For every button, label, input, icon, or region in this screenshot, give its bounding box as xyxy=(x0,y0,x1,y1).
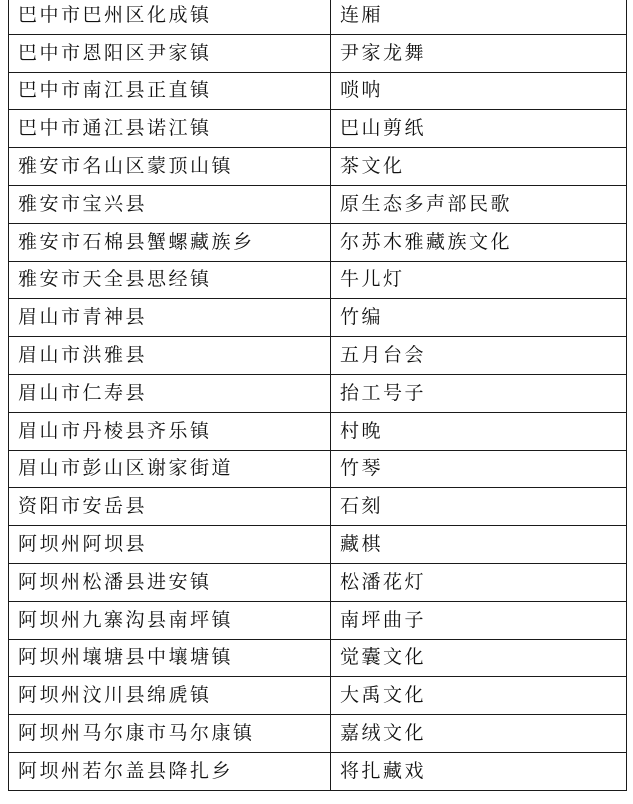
table-row xyxy=(9,563,627,601)
culture-item-cell: 将扎藏戏 xyxy=(331,752,627,790)
table-body xyxy=(9,0,627,790)
table-row xyxy=(9,488,627,526)
place-cell: 阿坝州壤塘县中壤塘镇 xyxy=(9,639,331,677)
culture-item-cell: 松潘花灯 xyxy=(331,563,627,601)
culture-item-cell: 尹家龙舞 xyxy=(331,34,627,72)
place-cell: 雅安市宝兴县 xyxy=(9,185,331,223)
table-row xyxy=(9,677,627,715)
place-cell: 雅安市天全县思经镇 xyxy=(9,261,331,299)
culture-item-cell: 唢呐 xyxy=(331,72,627,110)
table-row xyxy=(9,752,627,790)
culture-item-cell: 村晚 xyxy=(331,412,627,450)
culture-item-cell: 茶文化 xyxy=(331,148,627,186)
culture-item-cell: 藏棋 xyxy=(331,526,627,564)
place-cell: 阿坝州若尔盖县降扎乡 xyxy=(9,752,331,790)
culture-item-cell: 尔苏木雅藏族文化 xyxy=(331,223,627,261)
place-cell: 眉山市洪雅县 xyxy=(9,337,331,375)
place-cell: 巴中市恩阳区尹家镇 xyxy=(9,34,331,72)
table-row xyxy=(9,374,627,412)
place-cell: 巴中市南江县正直镇 xyxy=(9,72,331,110)
place-cell: 阿坝州松潘县进安镇 xyxy=(9,563,331,601)
place-cell: 资阳市安岳县 xyxy=(9,488,331,526)
table-row xyxy=(9,526,627,564)
culture-item-cell: 觉囊文化 xyxy=(331,639,627,677)
culture-item-cell: 原生态多声部民歌 xyxy=(331,185,627,223)
table-row xyxy=(9,0,627,34)
place-cell: 阿坝州汶川县绵虒镇 xyxy=(9,677,331,715)
place-cell: 雅安市名山区蒙顶山镇 xyxy=(9,148,331,186)
culture-item-cell: 嘉绒文化 xyxy=(331,715,627,753)
table-row xyxy=(9,110,627,148)
place-cell: 眉山市青神县 xyxy=(9,299,331,337)
place-cell: 眉山市仁寿县 xyxy=(9,374,331,412)
place-cell: 眉山市彭山区谢家街道 xyxy=(9,450,331,488)
culture-item-cell: 大禹文化 xyxy=(331,677,627,715)
culture-item-cell: 南坪曲子 xyxy=(331,601,627,639)
table-row xyxy=(9,223,627,261)
table-row xyxy=(9,299,627,337)
culture-item-cell: 石刻 xyxy=(331,488,627,526)
table-row xyxy=(9,34,627,72)
culture-item-cell: 竹编 xyxy=(331,299,627,337)
place-cell: 阿坝州九寨沟县南坪镇 xyxy=(9,601,331,639)
township-culture-table xyxy=(8,0,627,791)
place-cell: 巴中市巴州区化成镇 xyxy=(9,0,331,34)
place-cell: 眉山市丹棱县齐乐镇 xyxy=(9,412,331,450)
table-row xyxy=(9,715,627,753)
place-cell: 阿坝州马尔康市马尔康镇 xyxy=(9,715,331,753)
place-cell: 阿坝州阿坝县 xyxy=(9,526,331,564)
table-row xyxy=(9,337,627,375)
place-cell: 巴中市通江县诺江镇 xyxy=(9,110,331,148)
culture-item-cell: 五月台会 xyxy=(331,337,627,375)
culture-item-cell: 巴山剪纸 xyxy=(331,110,627,148)
table-row xyxy=(9,639,627,677)
table-row xyxy=(9,450,627,488)
place-cell: 雅安市石棉县蟹螺藏族乡 xyxy=(9,223,331,261)
culture-item-cell: 抬工号子 xyxy=(331,374,627,412)
culture-item-cell: 牛儿灯 xyxy=(331,261,627,299)
table-row xyxy=(9,412,627,450)
table-row xyxy=(9,148,627,186)
table-row xyxy=(9,185,627,223)
table-row xyxy=(9,72,627,110)
culture-item-cell: 连厢 xyxy=(331,0,627,34)
table-row xyxy=(9,261,627,299)
culture-item-cell: 竹琴 xyxy=(331,450,627,488)
table-row xyxy=(9,601,627,639)
